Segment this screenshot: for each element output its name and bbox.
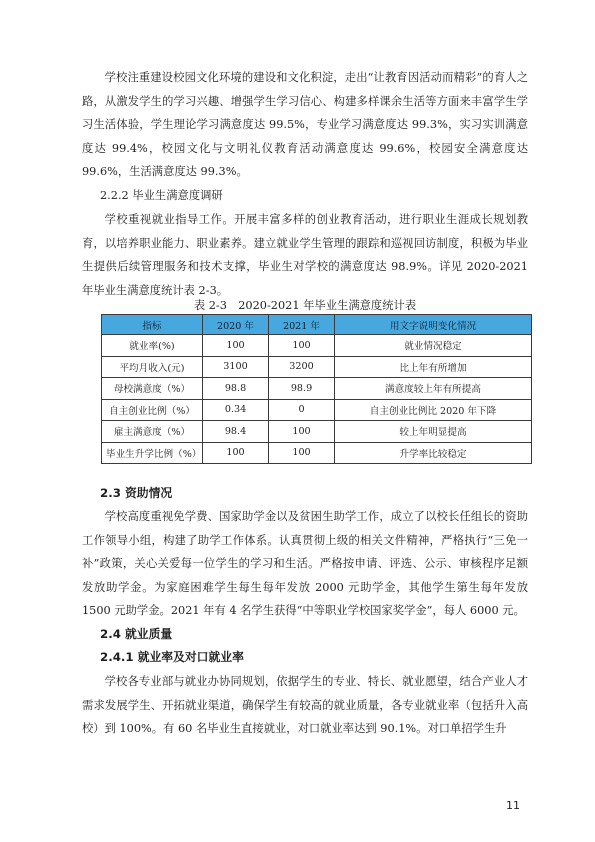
- cell-2021: 0: [269, 399, 335, 421]
- cell-indicator: 平均月收入(元): [102, 356, 203, 378]
- cell-description: 满意度较上年有所提高: [335, 378, 532, 400]
- cell-2021: 3200: [269, 356, 335, 378]
- table-row: [102, 421, 532, 443]
- cell-2020: 100: [203, 335, 269, 357]
- cell-2021: 100: [269, 442, 335, 464]
- paragraph-employment-guidance: 学校重视就业指导工作。开展丰富多样的创业教育活动，进行职业生涯成长规划教育，以培养职业能力、职业素养。建立就业学生管理的跟踪和巡视回访制度，积极为毕业生提供后续管理服务和技术支撑，毕业生对学校的满意度达 98.9%。详见 2020-2021 年毕业生满意度统计表 2-3。: [82, 213, 528, 297]
- satisfaction-table: [101, 314, 532, 464]
- table-row: [102, 356, 532, 378]
- header-2021: 2021 年: [269, 315, 335, 335]
- paragraph-financial-aid: 学校高度重视免学费、国家助学金以及贫困生助学工作，成立了以校长任组长的资助工作领导小组，构建了助学工作体系。认真贯彻上级的相关文件精神，严格执行“三免一补”政策，关心关爱每一位学生的学习和生活。严格按申请、评选、公示、审核程序足额发放助学金。为家庭困难学生每生每年发放 2000 元助学金，其他学生第生每年发放 1500 元助学金。2021 年有 4 名学生获得“中等职业学校国家奖学金”，每人 6000 元。: [82, 510, 528, 617]
- cell-2020: 98.8: [203, 378, 269, 400]
- cell-2020: 100: [203, 442, 269, 464]
- cell-2020: 3100: [203, 356, 269, 378]
- cell-description: 较上年明显提高: [335, 421, 532, 443]
- header-2020: 2020 年: [203, 315, 269, 335]
- cell-indicator: 母校满意度（%）: [102, 378, 203, 400]
- cell-indicator: 就业率(%): [102, 335, 203, 357]
- heading-2-4-1: 2.4.1 就业率及对口就业率: [100, 650, 244, 664]
- cell-2020: 0.34: [203, 399, 269, 421]
- header-indicator: 指标: [102, 315, 203, 335]
- cell-indicator: 自主创业比例（%）: [102, 399, 203, 421]
- paragraph-campus-culture: 学校注重建设校园文化环境的建设和文化积淀，走出“让教育因活动而精彩”的育人之路，从激发学生的学习兴趣、增强学生学习信心、构建多样课余生活等方面来丰富学生学习生活体验，学生理论学习满意度达 99.5%，专业学习满意度达 99.3%，实习实训满意度达 99.4%，校园文化与文明礼仪教育活动满意度达 99.6%，校园安全满意度达 99.6%，生活满意度达 99.3%。: [82, 71, 528, 178]
- table-header-row: [102, 315, 532, 335]
- cell-description: 自主创业比例比 2020 年下降: [335, 399, 532, 421]
- table-row: [102, 442, 532, 464]
- heading-2-2-2: 2.2.2 毕业生满意度调研: [100, 189, 223, 202]
- cell-2021: 100: [269, 421, 335, 443]
- cell-2021: 100: [269, 335, 335, 357]
- header-change-description: 用文字说明变化情况: [335, 315, 532, 335]
- cell-indicator: 毕业生升学比例（%）: [102, 442, 203, 464]
- table-row: [102, 399, 532, 421]
- heading-2-4: 2.4 就业质量: [100, 627, 173, 641]
- cell-description: 比上年有所增加: [335, 356, 532, 378]
- table-caption: 表 2-3 2020-2021 年毕业生满意度统计表: [193, 299, 417, 312]
- table-row: [102, 378, 532, 400]
- cell-2020: 98.4: [203, 421, 269, 443]
- cell-description: 就业情况稳定: [335, 335, 532, 357]
- table-row: [102, 335, 532, 357]
- page-number: 11: [506, 799, 520, 812]
- cell-description: 升学率比较稳定: [335, 442, 532, 464]
- heading-2-3: 2.3 资助情况: [100, 486, 173, 500]
- paragraph-employment-rate: 学校各专业部与就业办协同规划，依据学生的专业、特长、就业愿望，结合产业人才需求发展学生、开拓就业渠道，确保学生有较高的就业质量，各专业就业率（包括升入高校）到 100%。有 60 名毕业生直接就业，对口就业率达到 90.1%。对口单招学生升: [82, 675, 528, 735]
- cell-2021: 98.9: [269, 378, 335, 400]
- cell-indicator: 雇主满意度（%）: [102, 421, 203, 443]
